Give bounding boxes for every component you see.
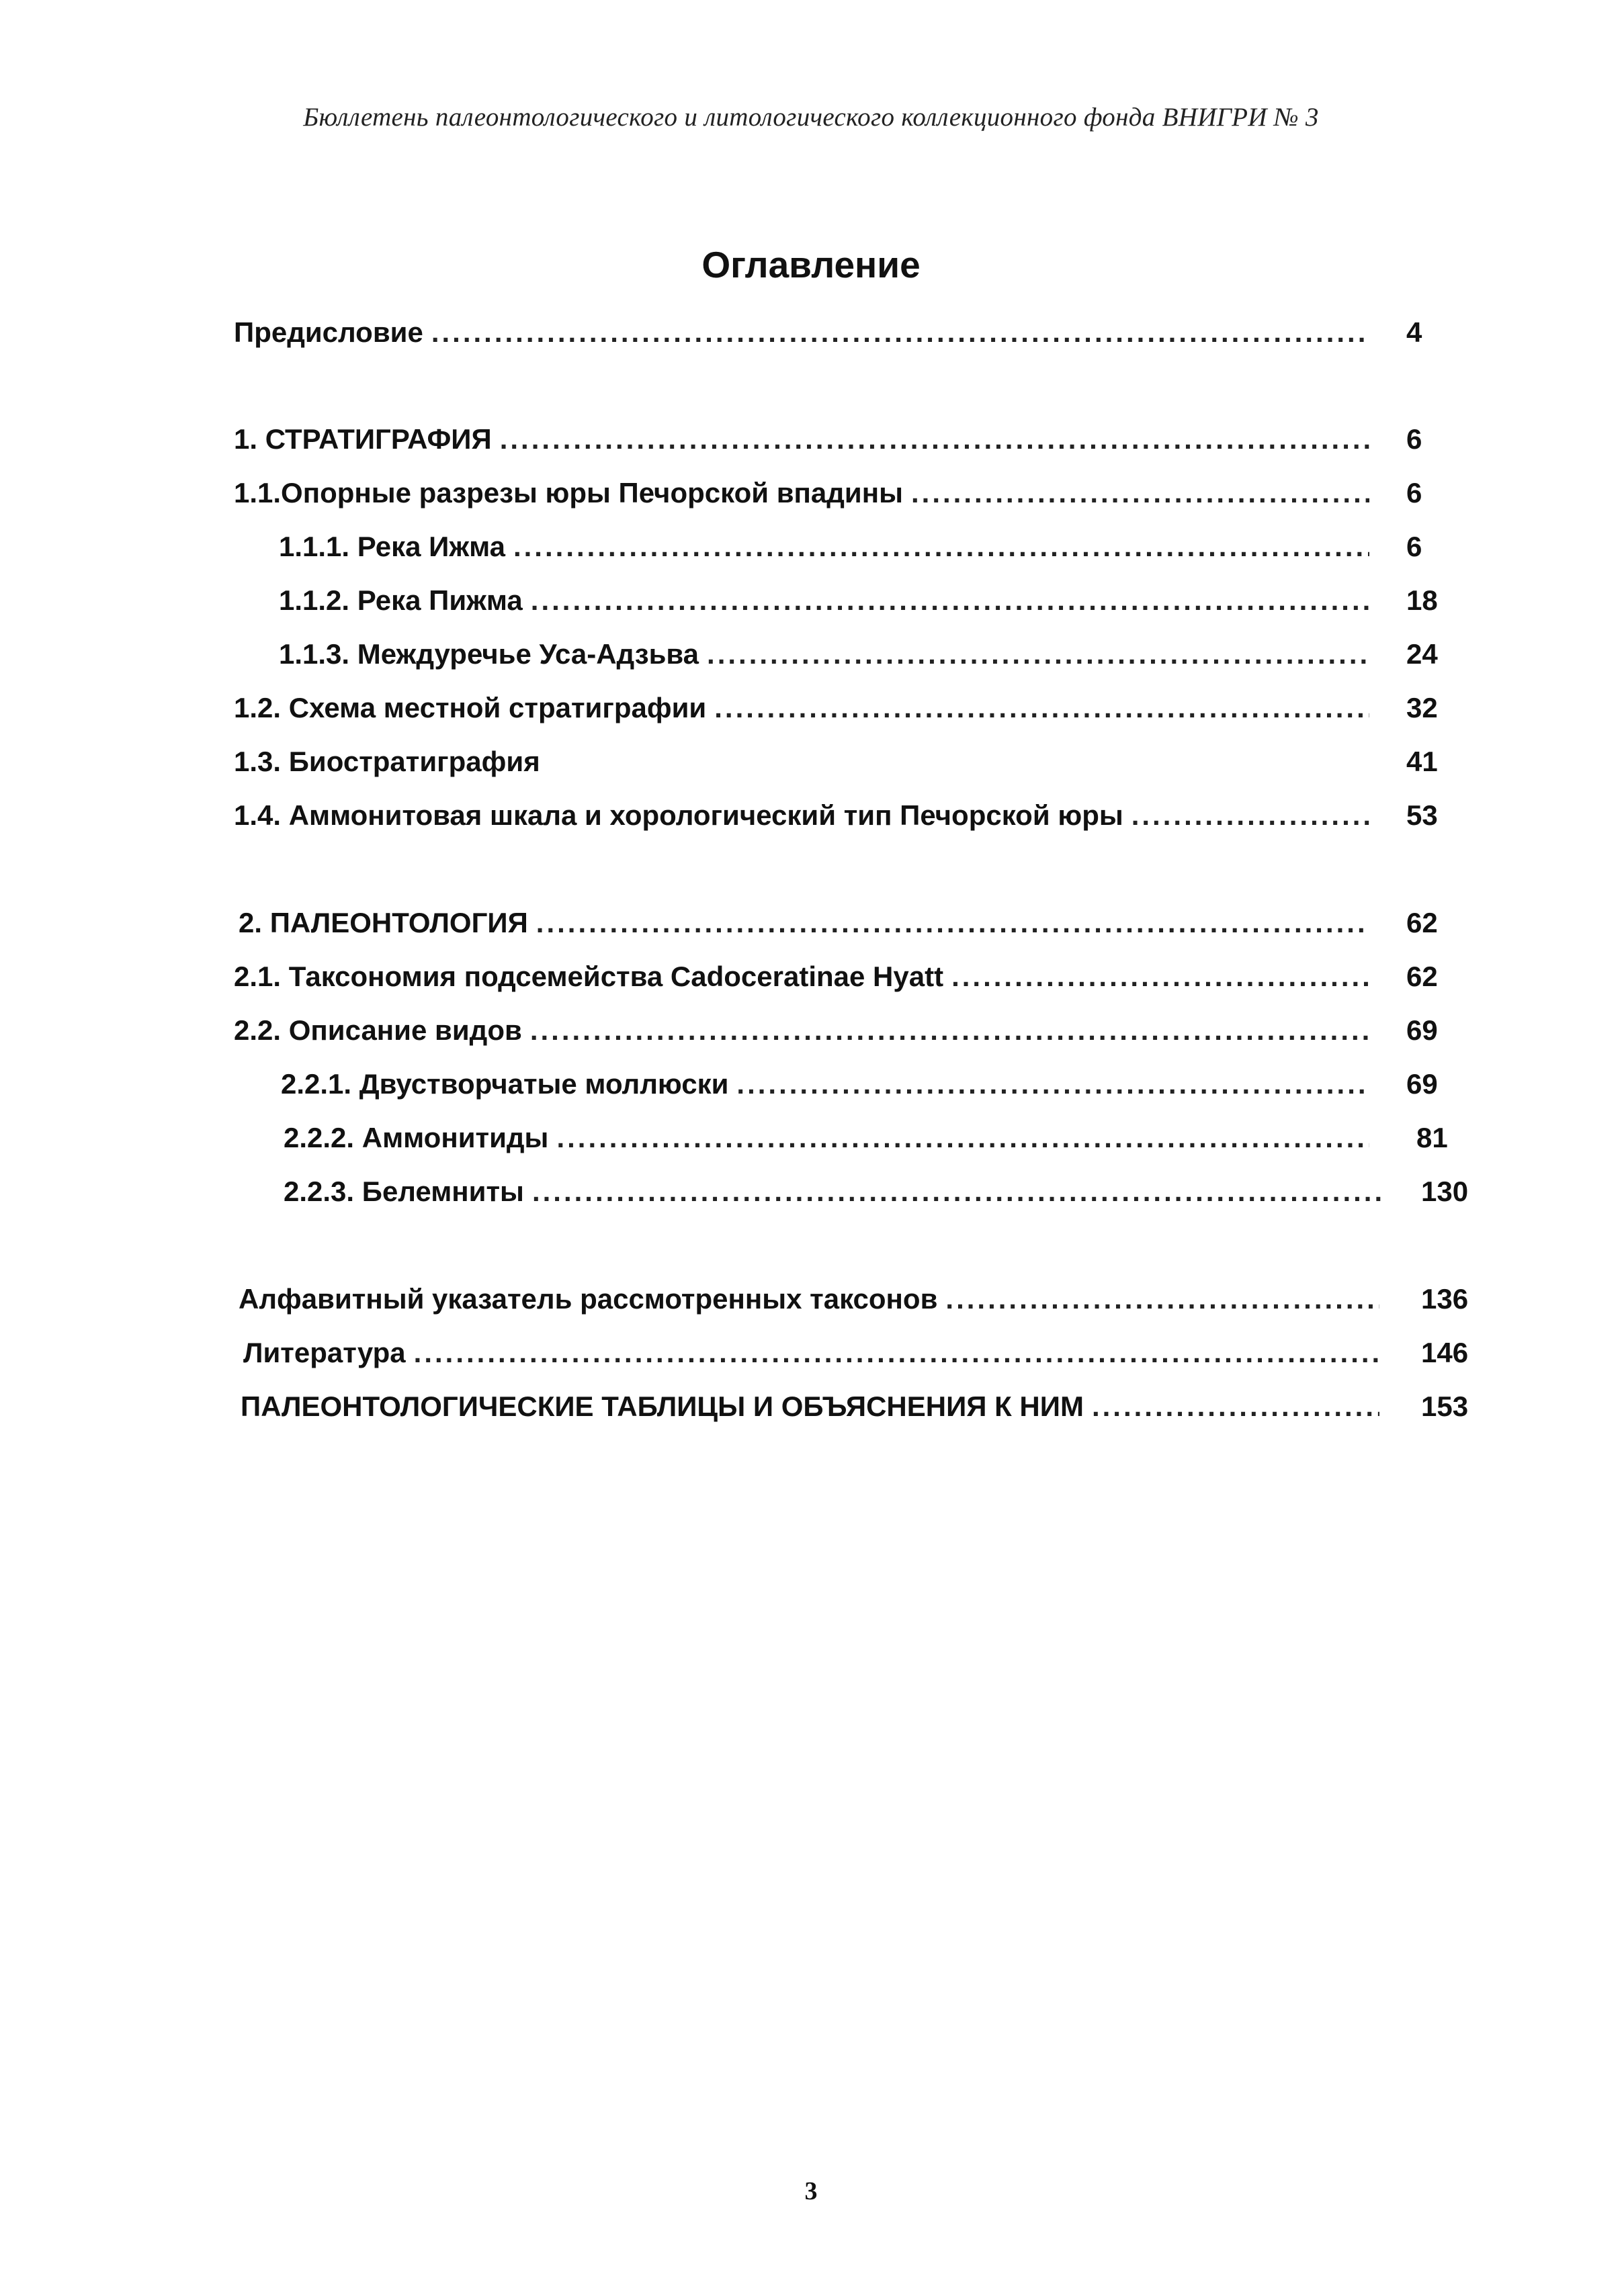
toc-entry-label: 1.1.Опорные разрезы юры Печорской впадины — [234, 477, 903, 509]
toc-dot-leader — [1092, 1386, 1379, 1427]
running-header: Бюллетень палеонтологического и литологического коллекционного фонда ВНИГРИ № 3 — [303, 103, 1319, 132]
toc-dot-leader — [951, 957, 1369, 997]
toc-page-number: 130 — [1421, 1176, 1469, 1207]
toc-entry-label: 1.2. Схема местной стратиграфии — [234, 692, 707, 723]
toc-entry-label: 1.4. Аммонитовая шкала и хорологический тип Печорской юры — [234, 799, 1123, 831]
toc-entry-2-2[interactable] — [234, 1010, 1376, 1051]
toc-title: Оглавление — [701, 244, 921, 285]
toc-page-number: 69 — [1406, 1068, 1438, 1100]
toc-dot-leader — [513, 527, 1369, 567]
toc-entry-label: 2.2.3. Белемниты — [284, 1176, 524, 1207]
toc-entry-1-2[interactable] — [234, 688, 1376, 728]
toc-entry-label: Предисловие — [234, 316, 423, 348]
toc-entry-label: 2.1. Таксономия подсемейства Cadoceratinae Hyatt — [234, 961, 944, 992]
toc-page-number: 53 — [1406, 799, 1438, 831]
toc-entry-2-2-2[interactable] — [284, 1118, 1376, 1158]
toc-dot-leader — [911, 473, 1369, 513]
toc-entry-stratigraphy[interactable] — [234, 419, 1376, 459]
toc-page-number: 4 — [1406, 316, 1422, 348]
toc-page-number: 6 — [1406, 477, 1422, 509]
toc-entry-label: 1.3. Биостратиграфия — [234, 746, 540, 777]
toc-page-number: 32 — [1406, 692, 1438, 723]
toc-page-number: 81 — [1416, 1122, 1448, 1153]
toc-dot-leader — [531, 580, 1369, 621]
toc-page-number: 153 — [1421, 1390, 1469, 1422]
toc-page-number: 41 — [1406, 746, 1438, 777]
toc-entry-1-1-1[interactable] — [279, 527, 1376, 567]
toc-entry-1-1-3[interactable] — [279, 634, 1376, 674]
toc-entry-1-1-2[interactable] — [279, 580, 1376, 621]
toc-entry-2-1[interactable] — [234, 957, 1376, 997]
toc-entry-label: 2.2.1. Двустворчатые моллюски — [281, 1068, 729, 1100]
toc-dot-leader — [414, 1333, 1379, 1373]
toc-entry-1-1[interactable] — [234, 473, 1376, 513]
toc-page-number: 62 — [1406, 961, 1438, 992]
toc-page-number: 62 — [1406, 907, 1438, 938]
toc-entry-label: 1. СТРАТИГРАФИЯ — [234, 423, 492, 455]
toc-entry-paleontology[interactable] — [239, 903, 1376, 943]
toc-entry-label: 1.1.3. Междуречье Уса-Адзьва — [279, 638, 699, 670]
toc-dot-leader — [1132, 795, 1369, 836]
toc-entry-1-4[interactable] — [234, 795, 1376, 836]
toc-entry-references[interactable] — [243, 1333, 1386, 1373]
toc-entry-1-3[interactable] — [234, 742, 1376, 782]
toc-entry-2-2-3[interactable] — [284, 1172, 1391, 1212]
toc-entry-index[interactable] — [239, 1279, 1386, 1319]
toc-entry-2-2-1[interactable] — [281, 1064, 1376, 1104]
toc-dot-leader — [714, 688, 1369, 728]
toc-page-number: 6 — [1406, 423, 1422, 455]
toc-dot-leader — [736, 1064, 1369, 1104]
toc-entry-plates[interactable] — [241, 1386, 1386, 1427]
toc-dot-leader — [530, 1010, 1369, 1051]
toc-entry-label: 1.1.2. Река Пижма — [279, 584, 523, 616]
toc-entry-preface[interactable] — [234, 312, 1376, 353]
toc-page-number: 18 — [1406, 584, 1438, 616]
toc-dot-leader — [532, 1172, 1384, 1212]
toc-entry-label: 2.2. Описание видов — [234, 1014, 522, 1046]
toc-entry-label: 2. ПАЛЕОНТОЛОГИЯ — [239, 907, 528, 938]
toc-entry-label: Алфавитный указатель рассмотренных таксонов — [239, 1283, 938, 1315]
toc-dot-leader — [536, 903, 1369, 943]
page-number: 3 — [804, 2177, 818, 2205]
toc-entry-label: ПАЛЕОНТОЛОГИЧЕСКИЕ ТАБЛИЦЫ И ОБЪЯСНЕНИЯ К НИМ — [241, 1390, 1084, 1422]
toc-dot-leader — [945, 1279, 1379, 1319]
toc-dot-leader — [707, 634, 1369, 674]
toc-page-number: 136 — [1421, 1283, 1469, 1315]
toc-dot-leader — [556, 1118, 1369, 1158]
toc-page-number: 146 — [1421, 1337, 1469, 1368]
toc-page-number: 24 — [1406, 638, 1438, 670]
toc-dot-leader — [431, 312, 1369, 353]
toc-page-number: 69 — [1406, 1014, 1438, 1046]
toc-page-number: 6 — [1406, 531, 1422, 562]
toc-entry-label: 2.2.2. Аммонитиды — [284, 1122, 549, 1153]
toc-entry-label: 1.1.1. Река Ижма — [279, 531, 505, 562]
toc-dot-leader — [500, 419, 1369, 459]
toc-entry-label: Литература — [243, 1337, 406, 1368]
